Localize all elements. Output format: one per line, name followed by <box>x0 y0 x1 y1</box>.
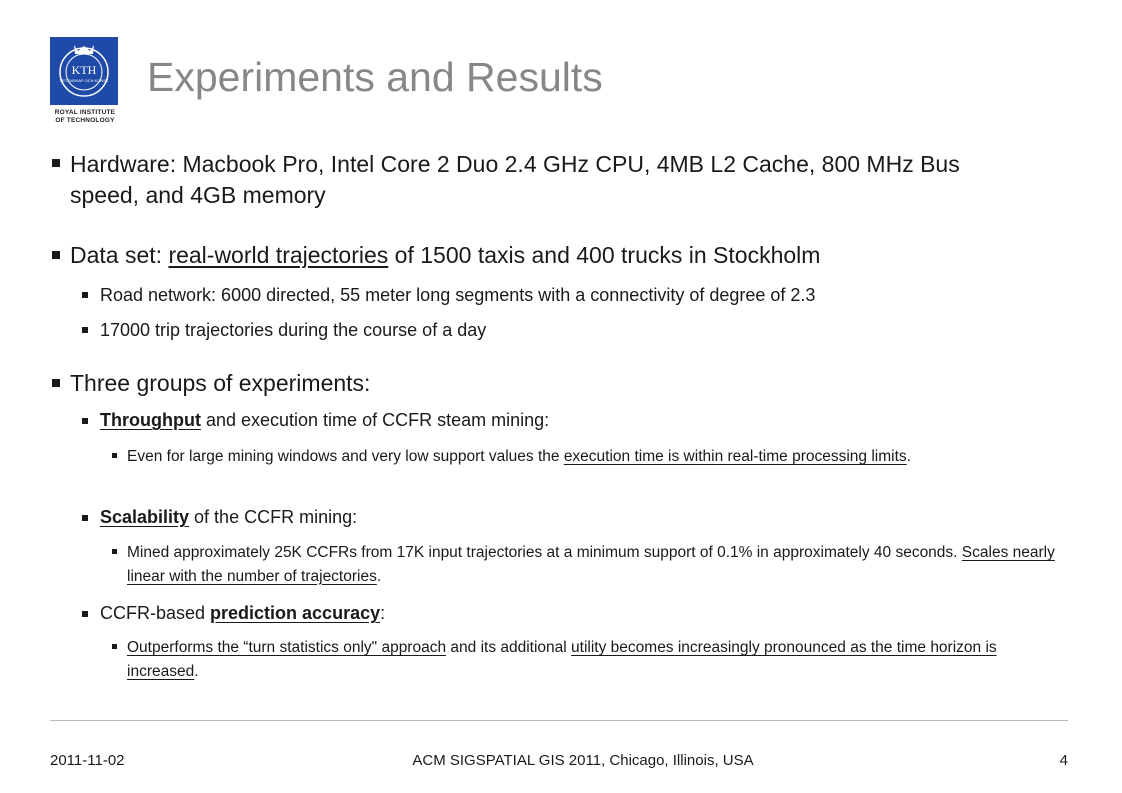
logo-caption <box>47 109 123 125</box>
dataset-suffix: of 1500 taxis and 400 trucks in Stockholm <box>388 242 821 268</box>
throughput-detail-prefix: Even for large mining windows and very low support values the <box>127 448 564 465</box>
prediction-suffix: : <box>380 603 386 623</box>
scalability-detail-text <box>127 541 1062 588</box>
bullet-square-icon <box>112 644 117 649</box>
bullet-square-icon <box>82 515 88 521</box>
throughput-detail-underlined: execution time is within real-time processing limits <box>563 448 907 465</box>
bullet-square-icon <box>112 453 117 458</box>
throughput-detail-text <box>127 445 1062 469</box>
prediction-detail-underlined1: Outperforms the “turn statistics only" approach <box>127 639 447 656</box>
scalability-text <box>100 506 1060 528</box>
scalability-rest: of the CCFR mining: <box>189 507 358 527</box>
footer-conference: ACM SIGSPATIAL GIS 2011, Chicago, Illinois, USA <box>412 752 754 769</box>
dataset-underlined: real-world trajectories <box>168 242 389 268</box>
throughput-text <box>100 409 1060 431</box>
kth-crest-icon <box>50 37 118 105</box>
logo-caption-line2: OF TECHNOLOGY <box>55 117 115 124</box>
dataset-text <box>70 240 1060 271</box>
bullet-square-icon <box>52 379 60 387</box>
scalability-detail-prefix: Mined approximately 25K CCFRs from 17K input trajectories at a minimum support of 0.1% in approximately 40 seconds. <box>127 544 962 561</box>
footer-date: 2011-11-02 <box>50 752 125 769</box>
throughput-rest: and execution time of CCFR steam mining: <box>200 410 550 430</box>
bullet-square-icon <box>82 611 88 617</box>
road-network-text: Road network: 6000 directed, 55 meter long segments with a connectivity of degree of 2.3 <box>100 285 816 305</box>
prediction-detail-middle: and its additional <box>446 639 572 656</box>
throughput-bold: Throughput <box>100 410 201 430</box>
hardware-text: Hardware: Macbook Pro, Intel Core 2 Duo 2.4 GHz CPU, 4MB L2 Cache, 800 MHz Bus speed, and 4GB memory <box>70 151 960 208</box>
bullet-square-icon <box>82 418 88 424</box>
footer-page-number: 4 <box>1059 752 1068 769</box>
bullet-square-icon <box>52 159 60 167</box>
footer-divider <box>50 720 1068 721</box>
prediction-detail-suffix: . <box>194 662 199 680</box>
scalability-detail-suffix: . <box>376 567 382 585</box>
slide-title: Experiments and Results <box>147 54 603 100</box>
scalability-detail-underlined: Scales nearly linear with the number of trajectories <box>127 544 1055 585</box>
throughput-detail-suffix: . <box>906 448 911 465</box>
trips-text: 17000 trip trajectories during the course of a day <box>100 320 487 340</box>
bullet-square-icon <box>52 251 60 259</box>
logo-caption-line1: ROYAL INSTITUTE <box>54 109 116 116</box>
dataset-prefix: Data set: <box>70 242 169 268</box>
groups-text: Three groups of experiments: <box>70 370 371 396</box>
prediction-text <box>100 602 1060 624</box>
prediction-bold: prediction accuracy <box>210 603 381 623</box>
bullet-square-icon <box>82 292 88 298</box>
prediction-detail-underlined2: utility becomes increasingly pronounced as the time horizon is increased <box>127 639 997 680</box>
kth-logo <box>50 37 118 105</box>
scalability-bold: Scalability <box>100 507 190 527</box>
logo-subtext: VETENSKAP OCH KONST <box>59 78 109 83</box>
bullet-square-icon <box>112 549 117 554</box>
prediction-detail-text <box>127 636 1062 683</box>
bullet-square-icon <box>82 327 88 333</box>
prediction-prefix: CCFR-based <box>100 603 211 623</box>
logo-text: KTH <box>71 63 97 77</box>
